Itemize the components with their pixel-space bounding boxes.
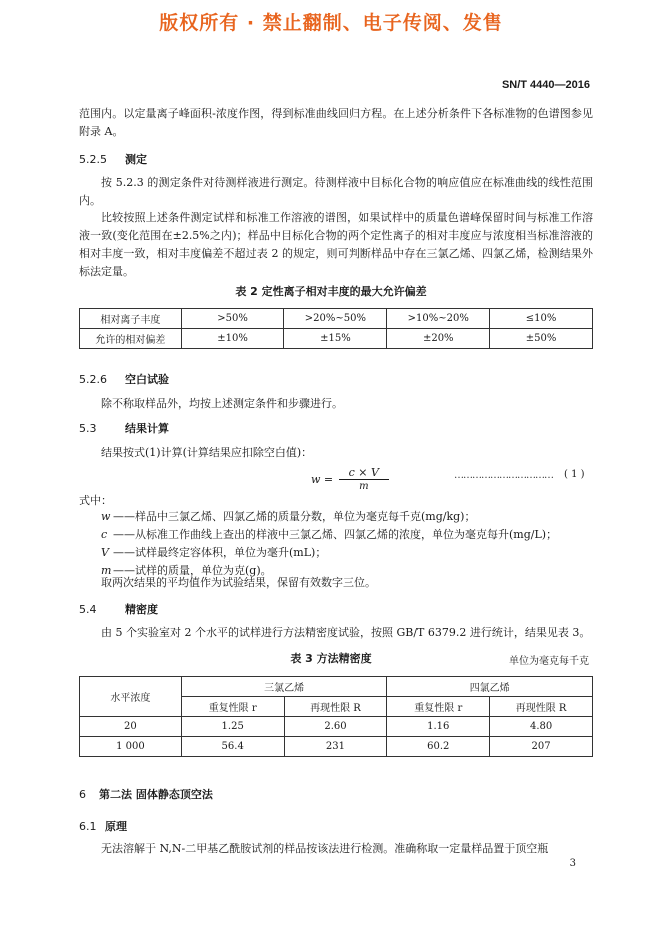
section-number: 5.4 [79,603,97,616]
s61-paragraph: 无法溶解于 N,N-二甲基乙酰胺试剂的样品按该法进行检测。准确称取一定量样品置于顶空瓶 [101,842,549,855]
section-number: 5.2.6 [79,373,107,386]
formula-label: ( 1 ) [564,469,585,480]
table3-unit: 单位为毫克每千克 [509,656,589,667]
section-title: 测定 [125,153,147,166]
section-number: 5.3 [79,422,97,435]
section-5-3-heading [79,420,169,436]
formula-fraction [339,466,389,493]
table-cell: 1.16 [387,717,490,737]
section-title: 结果计算 [125,422,169,435]
intro-paragraph: 范围内。以定量离子峰面积-浓度作图，得到标准曲线回归方程。在上述分析条件下各标准物的色谱图参见附录 A。 [79,107,593,138]
table2 [79,308,593,349]
section-5-2-6-heading [79,371,169,387]
section-5-4-heading [79,601,158,617]
standard-number: SN/T 4440—2016 [501,79,590,91]
table-header-cell: 再现性限 R [490,697,593,717]
s525-paragraph-1: 按 5.2.3 的测定条件对待测样液进行测定。待测样液中目标化合物的响应值应在标准曲线的线性范围内。 [79,176,593,207]
section-number: 6.1 [79,820,97,833]
section-5-2-5-heading [79,151,147,167]
s54-paragraph: 由 5 个实验室对 2 个水平的试样进行方法精密度试验，按照 GB/T 6379.2 进行统计，结果见表 3。 [101,626,591,639]
table3 [79,676,593,757]
section-6-1-heading [79,818,127,834]
formula-denominator: m [359,481,369,492]
table-cell: 20 [80,717,182,737]
section-6-heading [79,786,213,802]
page-number: 3 [569,858,576,869]
table-row [80,309,593,329]
watermark: 版权所有 · 禁止翻制、电子传阅、发售 [159,12,503,34]
table-row [80,717,593,737]
table-cell: 相对离子丰度 [80,309,182,329]
table-cell: 1 000 [80,737,182,757]
table-header-cell: 重复性限 r [387,697,490,717]
table-cell: ±50% [490,329,593,349]
section-title: 空白试验 [125,373,169,386]
section-title: 精密度 [125,603,158,616]
formula-numerator: c × V [339,466,389,480]
s525-paragraph-2: 比较按照上述条件测定试样和标准工作溶液的谱图，如果试样中的质量色谱峰保留时间与标准工作溶液一致(变化范围在±2.5%之内)；样品中目标化合物的两个定性离子的相对丰度应与浓度相当标准溶液的相对丰度一致，相对丰度偏差不超过表 2 的规定，则可判断样品中存在三氯乙烯、四氯乙烯，检测结果外标法定量。 [79,211,593,278]
table3-caption: 表 3 方法精密度 [290,652,372,665]
table-cell: >20%~50% [284,309,387,329]
definition-item: V ——试样最终定容体积，单位为毫升(mL)； [101,546,327,559]
table-cell: >50% [181,309,284,329]
table-cell: ±10% [181,329,284,349]
table2-caption: 表 2 定性离子相对丰度的最大允许偏差 [235,285,427,298]
section-number: 6 [79,788,86,801]
variable-definitions [101,508,601,580]
section-title: 第二法 固体静态顶空法 [99,788,213,801]
table-header-cell: 水平浓度 [80,677,182,717]
table-cell: 4.80 [490,717,593,737]
definition-item: c ——从标准工作曲线上查出的样液中三氯乙烯、四氯乙烯的浓度，单位为毫克每升(mg/L)； [101,528,558,541]
table-header-cell: 再现性限 R [284,697,387,717]
formula [311,466,389,493]
defs-intro: 式中： [79,494,112,507]
table-cell: ±20% [387,329,490,349]
table-header-cell: 重复性限 r [181,697,284,717]
formula-leader-dots: …………………………… [454,470,553,481]
table-header-row [80,677,593,697]
formula-lhs: w = [311,473,334,486]
s526-paragraph: 除不称取样品外，均按上述测定条件和步骤进行。 [101,397,343,410]
section-title: 原理 [105,820,127,833]
table-cell: ≤10% [490,309,593,329]
section-number: 5.2.5 [79,153,107,166]
s53-paragraph: 结果按式(1)计算(计算结果应扣除空白值)： [101,446,313,459]
table-header-cell: 四氯乙烯 [387,677,593,697]
table-header-cell: 三氯乙烯 [181,677,387,697]
defs-conclusion: 取两次结果的平均值作为试验结果，保留有效数字三位。 [101,576,376,589]
table-cell: 2.60 [284,717,387,737]
table-cell: 207 [490,737,593,757]
table-cell: 56.4 [181,737,284,757]
table-cell: 允许的相对偏差 [80,329,182,349]
table-row [80,737,593,757]
table-cell: 231 [284,737,387,757]
table-row [80,329,593,349]
table-cell: 1.25 [181,717,284,737]
table-cell: >10%~20% [387,309,490,329]
definition-item: m ——试样的质量，单位为克(g)。 [101,564,272,577]
table-cell: ±15% [284,329,387,349]
table-cell: 60.2 [387,737,490,757]
definition-item: w ——样品中三氯乙烯、四氯乙烯的质量分数，单位为毫克每千克(mg/kg)； [101,510,476,523]
